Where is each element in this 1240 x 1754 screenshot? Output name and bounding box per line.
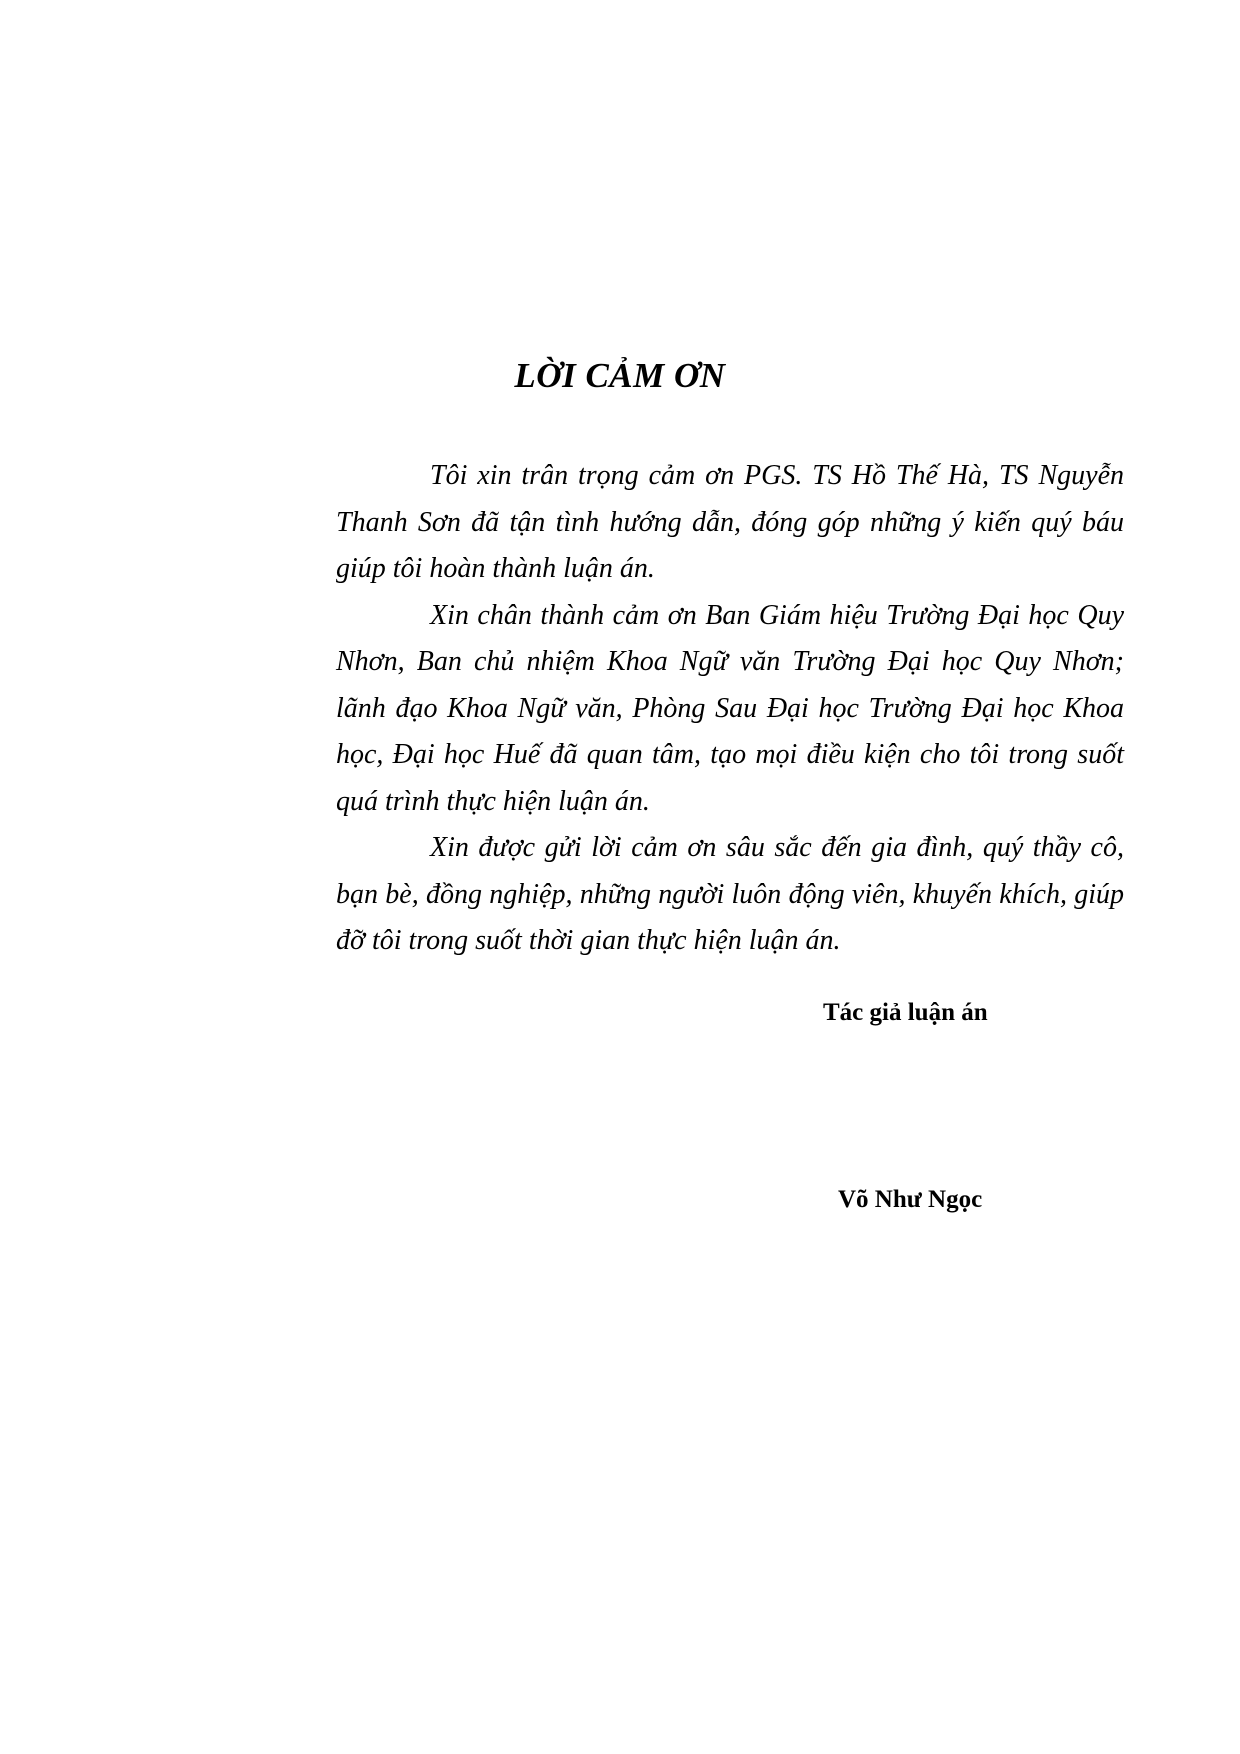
- page-title: LỜI CẢM ƠN: [514, 356, 726, 395]
- paragraph-thanks-institutions: Xin chân thành cảm ơn Ban Giám hiệu Trường Đại học Quy Nhơn, Ban chủ nhiệm Khoa Ngữ văn Trường Đại học Quy Nhơn; lãnh đạo Khoa Ngữ văn, Phòng Sau Đại học Trường Đại học Khoa học, Đại học Huế đã quan tâm, tạo mọi điều kiện cho tôi trong suốt quá trình thực hiện luận án.: [336, 599, 1124, 817]
- paragraph-thanks-family: Xin được gửi lời cảm ơn sâu sắc đến gia đình, quý thầy cô, bạn bè, đồng nghiệp, những người luôn động viên, khuyến khích, giúp đỡ tôi trong suốt thời gian thực hiện luận án.: [336, 832, 1124, 956]
- paragraph-thanks-advisors: Tôi xin trân trọng cảm ơn PGS. TS Hồ Thế Hà, TS Nguyễn Thanh Sơn đã tận tình hướng dẫn, đóng góp những ý kiến quý báu giúp tôi hoàn thành luận án.: [336, 460, 1124, 584]
- acknowledgement-body: [336, 453, 1124, 965]
- signature-name: Võ Như Ngọc: [838, 1186, 983, 1213]
- signature-role: Tác giả luận án: [823, 999, 988, 1026]
